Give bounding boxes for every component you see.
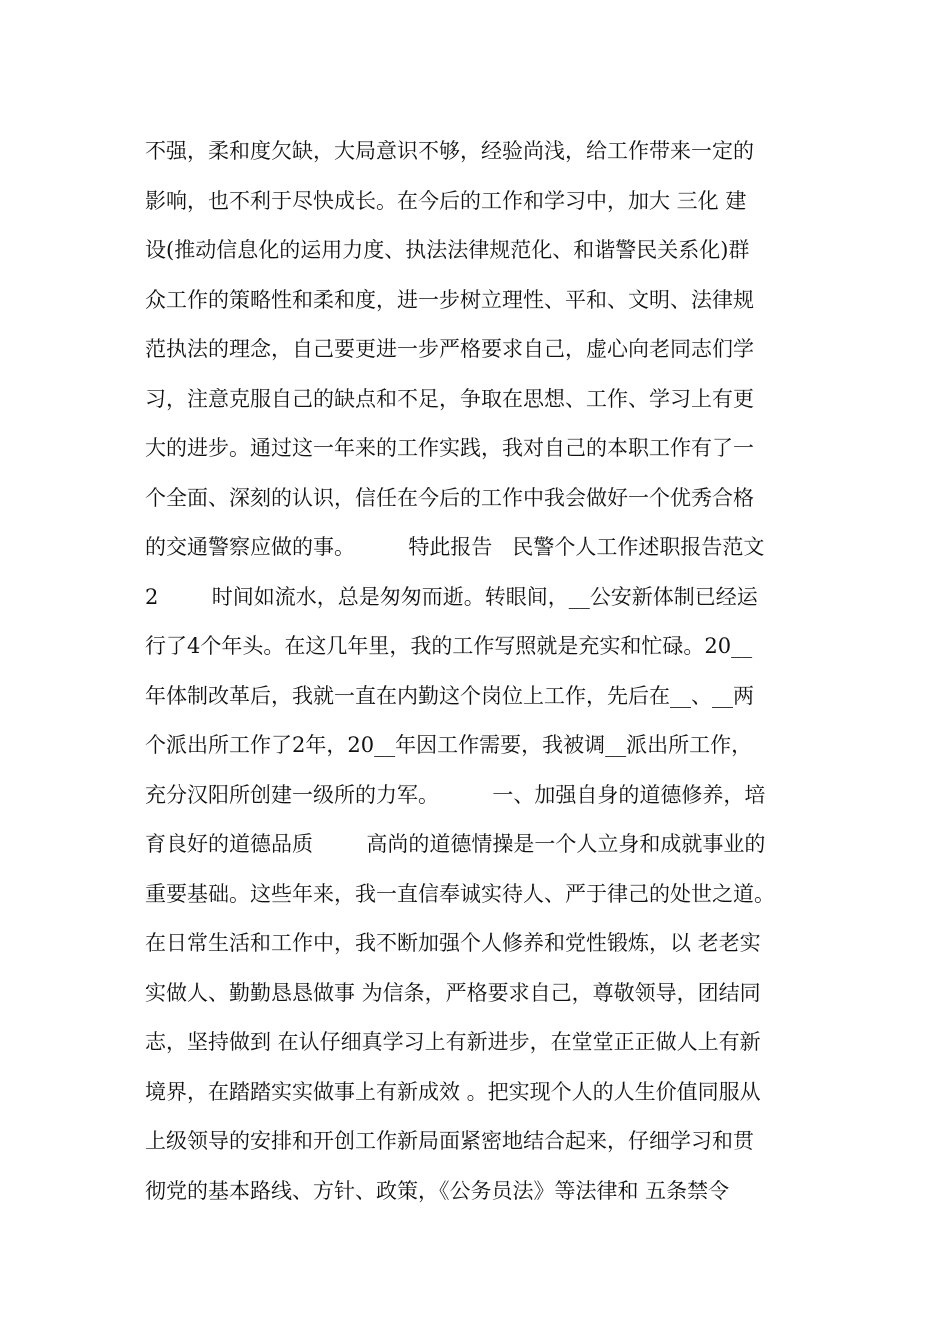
text-line: 大的进步。通过这一年来的工作实践，我对自己的本职工作有了一 [145,436,754,460]
text-line: 实做人、勤勤恳恳做事 为信条，严格要求自己，尊敬领导，团结同 [145,980,761,1005]
text-line: 2 时间如流水，总是匆匆而逝。转眼间，__公安新体制已经运 [145,584,758,609]
text-line: 影响，也不利于尽快成长。在今后的工作和学习中，加大 三化 建 [145,188,747,213]
text-line: 境界，在踏踏实实做事上有新成效 。把实现个人的人生价值同服从 [145,1079,761,1104]
text-line: 育良好的道德品质 高尚的道德情操是一个人立身和成就事业的 [145,832,766,856]
text-line: 彻党的基本路线、方针、政策，《公务员法》等法律和 五条禁令 [145,1178,730,1203]
text-line: 志，坚持做到 在认仔细真学习上有新进步，在堂堂正正做人上有新 [145,1030,761,1054]
text-line: 设(推动信息化的运用力度、执法法律规范化、和谐警民关系化)群 [145,238,750,262]
text-line: 习，注意克服自己的缺点和不足，争取在思想、工作、学习上有更 [145,386,754,411]
text-line: 上级领导的安排和开创工作新局面紧密地结合起来，仔细学习和贯 [145,1129,754,1153]
text-line: 范执法的理念，自己要更进一步严格要求自己，虚心向老同志们学 [145,337,754,361]
text-line: 众工作的策略性和柔和度，进一步树立理性、平和、文明、法律规 [145,287,754,312]
text-line: 的交通警察应做的事。 特此报告 民警个人工作述职报告范文 [145,535,765,559]
text-line: 个派出所工作了2年，20__年因工作需要，我被调__派出所工作， [145,733,753,757]
text-line: 在日常生活和工作中，我不断加强个人修养和党性锻炼，以 老老实 [145,931,761,955]
text-line: 充分汉阳所创建一级所的力军。 一、加强自身的道德修养，培 [145,782,766,807]
text-line: 行了4个年头。在这几年里，我的工作写照就是充实和忙碌。20__ [145,634,753,658]
text-line: 个全面、深刻的认识，信任在今后的工作中我会做好一个优秀合格 [145,485,754,510]
text-line: 年体制改革后，我就一直在内勤这个岗位上工作，先后在__、__两 [145,683,754,708]
text-line: 不强，柔和度欠缺，大局意识不够，经验尚浅，给工作带来一定的 [145,139,754,163]
text-line: 重要基础。这些年来，我一直信奉诚实待人、严于律己的处世之道。 [145,881,775,906]
body-text [145,131,835,1220]
